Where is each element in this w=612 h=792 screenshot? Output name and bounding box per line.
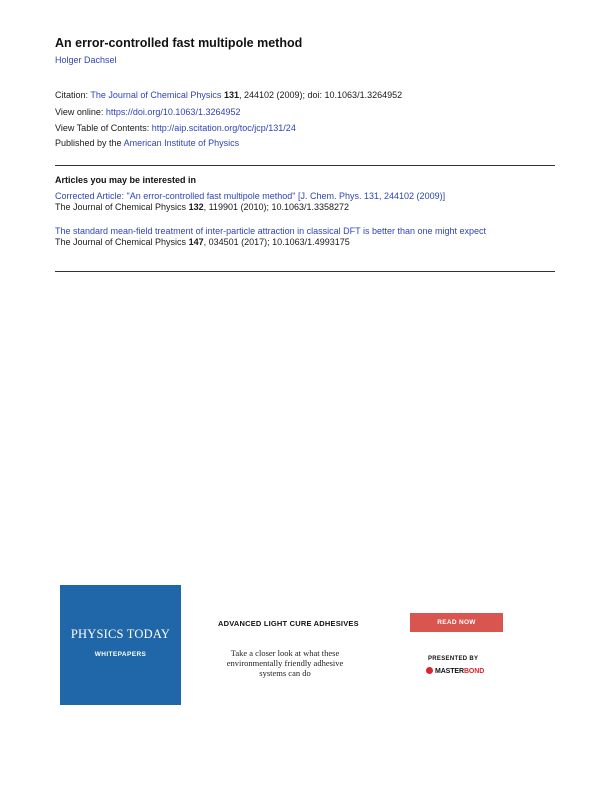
- related-item: [55, 191, 445, 213]
- ad-headline: ADVANCED LIGHT CURE ADHESIVES: [218, 619, 359, 628]
- related-item-details: , 119901 (2010); 10.1063/1.3358272: [203, 202, 350, 212]
- citation-details: , 244102 (2009); doi: 10.1063/1.3264952: [238, 90, 403, 100]
- related-heading: Articles you may be interested in: [55, 175, 197, 185]
- toc-line: [55, 123, 296, 134]
- citation-volume: 131: [223, 90, 239, 100]
- toc-link[interactable]: http://aip.scitation.org/toc/jcp/131/24: [151, 123, 296, 133]
- ad-body-line: systems can do: [259, 668, 311, 678]
- masterbond-logo: [426, 667, 484, 679]
- article-title: An error-controlled fast multipole method: [55, 36, 303, 50]
- view-online-label: View online:: [55, 107, 106, 117]
- masterbond-logo-part1: MASTER: [435, 668, 464, 675]
- ad-body-text: [210, 648, 360, 678]
- toc-label: View Table of Contents:: [55, 123, 152, 133]
- related-item-details: , 034501 (2017); 10.1063/1.4993175: [203, 237, 350, 247]
- divider-top: [55, 165, 555, 166]
- presented-by-label: PRESENTED BY: [428, 656, 479, 662]
- related-item-volume: 147: [188, 237, 204, 247]
- ad-body-line: Take a closer look at what these: [230, 648, 340, 658]
- related-item-citation: [55, 237, 486, 248]
- author-link[interactable]: Holger Dachsel: [55, 55, 117, 65]
- related-item-title-link[interactable]: Corrected Article: "An error-controlled fast multipole method" [J. Chem. Phys. 131, 244102 (2009)]: [55, 191, 446, 201]
- view-online-link[interactable]: https://doi.org/10.1063/1.3264952: [105, 107, 241, 117]
- related-item-journal: The Journal of Chemical Physics: [55, 237, 189, 247]
- publisher-link[interactable]: American Institute of Physics: [123, 138, 240, 148]
- related-item-journal: The Journal of Chemical Physics: [55, 202, 189, 212]
- divider-bottom: [55, 271, 555, 272]
- citation-label: Citation:: [55, 90, 91, 100]
- related-item-title-link[interactable]: The standard mean-field treatment of inter-particle attraction in classical DFT is better than one might expect: [55, 226, 487, 236]
- ad-body-line: environmentally friendly adhesive: [226, 658, 344, 668]
- read-now-button[interactable]: READ NOW: [410, 613, 503, 632]
- publisher-label: Published by the: [55, 138, 124, 148]
- citation-line: [55, 90, 402, 101]
- related-item: [55, 226, 486, 248]
- physics-today-subtitle: WHITEPAPERS: [94, 651, 147, 658]
- publisher-line: [55, 138, 239, 149]
- ad-banner[interactable]: [60, 585, 512, 705]
- physics-today-logo: PHYSICS TODAY: [70, 627, 171, 641]
- physics-today-panel: [60, 585, 181, 705]
- related-item-volume: 132: [188, 202, 204, 212]
- citation-journal-link[interactable]: The Journal of Chemical Physics: [90, 90, 222, 100]
- masterbond-mark-icon: [426, 667, 433, 674]
- view-online-line: [55, 107, 240, 118]
- masterbond-logo-part2: BOND: [463, 668, 485, 675]
- related-item-citation: [55, 202, 445, 213]
